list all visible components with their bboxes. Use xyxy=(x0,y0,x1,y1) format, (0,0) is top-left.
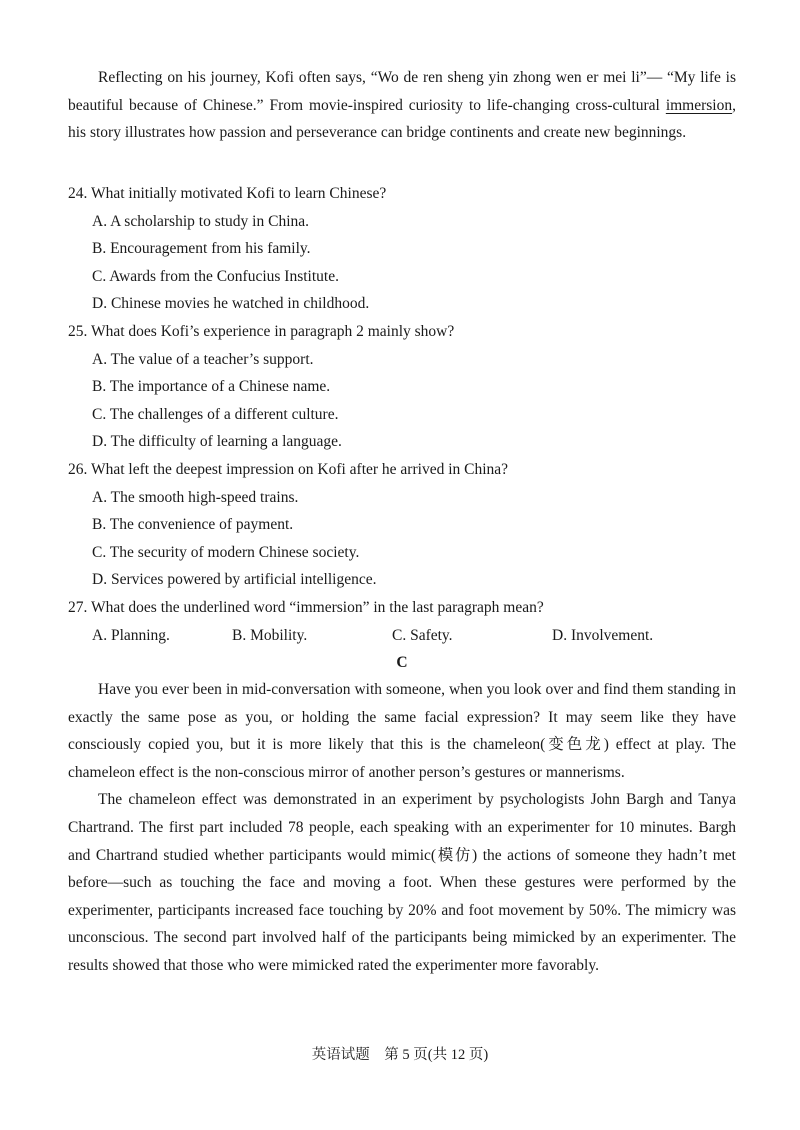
question-26-stem: 26. What left the deepest impression on Kofi after he arrived in China? xyxy=(68,460,509,478)
section-c-heading: C xyxy=(396,654,408,672)
questions-section xyxy=(68,180,736,677)
passage-c-paragraph-2: The chameleon effect was demonstrated in an experiment by psychologists John Bargh and Tanya Chartrand. The first part included 78 people, each speaking with an experimenter for 10 minutes. Bargh and Chartrand studied whether participants would mimic(模仿) the actions of someone they hadn’t met before—such as touching the face and moving a foot. When these gestures were performed by the experimenter, participants increased face touching by 20% and foot movement by 50%. The mimicry was unconscious. The second part involved half of the participants being mimicked by an experimenter. The results showed that those who were mimicked rated the experimenter more favorably. xyxy=(68,791,736,974)
question-27-option-c[interactable]: C. Safety. xyxy=(392,626,453,644)
reading-passage-b-ending xyxy=(68,64,736,147)
question-27-option-b[interactable]: B. Mobility. xyxy=(232,626,308,644)
question-26-option-b[interactable]: B. The convenience of payment. xyxy=(92,516,294,534)
question-26-option-a[interactable]: A. The smooth high-speed trains. xyxy=(92,488,299,506)
question-27-option-a[interactable]: A. Planning. xyxy=(92,626,170,644)
intro-text-2: , his story illustrates how passion and perseverance can bridge continents and create new beginnings. xyxy=(68,96,736,142)
question-25-option-d[interactable]: D. The difficulty of learning a language. xyxy=(92,433,342,451)
reading-passage-c xyxy=(68,676,736,980)
question-25-stem: 25. What does Kofi’s experience in paragraph 2 mainly show? xyxy=(68,322,455,340)
question-25-option-c[interactable]: C. The challenges of a different culture. xyxy=(92,405,339,423)
intro-paragraph xyxy=(68,64,736,147)
question-24-stem: 24. What initially motivated Kofi to learn Chinese? xyxy=(68,185,387,202)
question-24-option-d[interactable]: D. Chinese movies he watched in childhood. xyxy=(92,295,370,313)
question-27-stem: 27. What does the underlined word “immersion” in the last paragraph mean? xyxy=(68,598,544,616)
question-26-option-c[interactable]: C. The security of modern Chinese society. xyxy=(92,543,360,561)
question-27-options xyxy=(68,622,736,650)
question-25-option-b[interactable]: B. The importance of a Chinese name. xyxy=(92,378,331,396)
question-24-option-a[interactable]: A. A scholarship to study in China. xyxy=(92,212,309,230)
page-footer: 英语试题 第 5 页(共 12 页) xyxy=(311,1047,489,1063)
question-25-option-a[interactable]: A. The value of a teacher’s support. xyxy=(92,350,314,368)
question-27-option-d[interactable]: D. Involvement. xyxy=(552,626,654,644)
intro-text-1: Reflecting on his journey, Kofi often says, “Wo de ren sheng yin zhong wen er mei li”— “My life is beautiful because of Chinese.” From movie-inspired curiosity to life-changing cross-cultural xyxy=(68,69,736,114)
question-24-option-b[interactable]: B. Encouragement from his family. xyxy=(92,240,311,258)
underlined-word: immersion xyxy=(665,96,733,114)
question-26-option-d[interactable]: D. Services powered by artificial intelligence. xyxy=(92,571,377,589)
passage-c-paragraph-1: Have you ever been in mid-conversation with someone, when you look over and find them standing in exactly the same pose as you, or holding the same facial expression? It may seem like they have consciously copied you, but it is more likely that this is the chameleon(变色龙) effect at play. The chameleon effect is the non-conscious mirror of another person’s gestures or mannerisms. xyxy=(68,681,736,781)
question-24-option-c[interactable]: C. Awards from the Confucius Institute. xyxy=(92,267,339,285)
